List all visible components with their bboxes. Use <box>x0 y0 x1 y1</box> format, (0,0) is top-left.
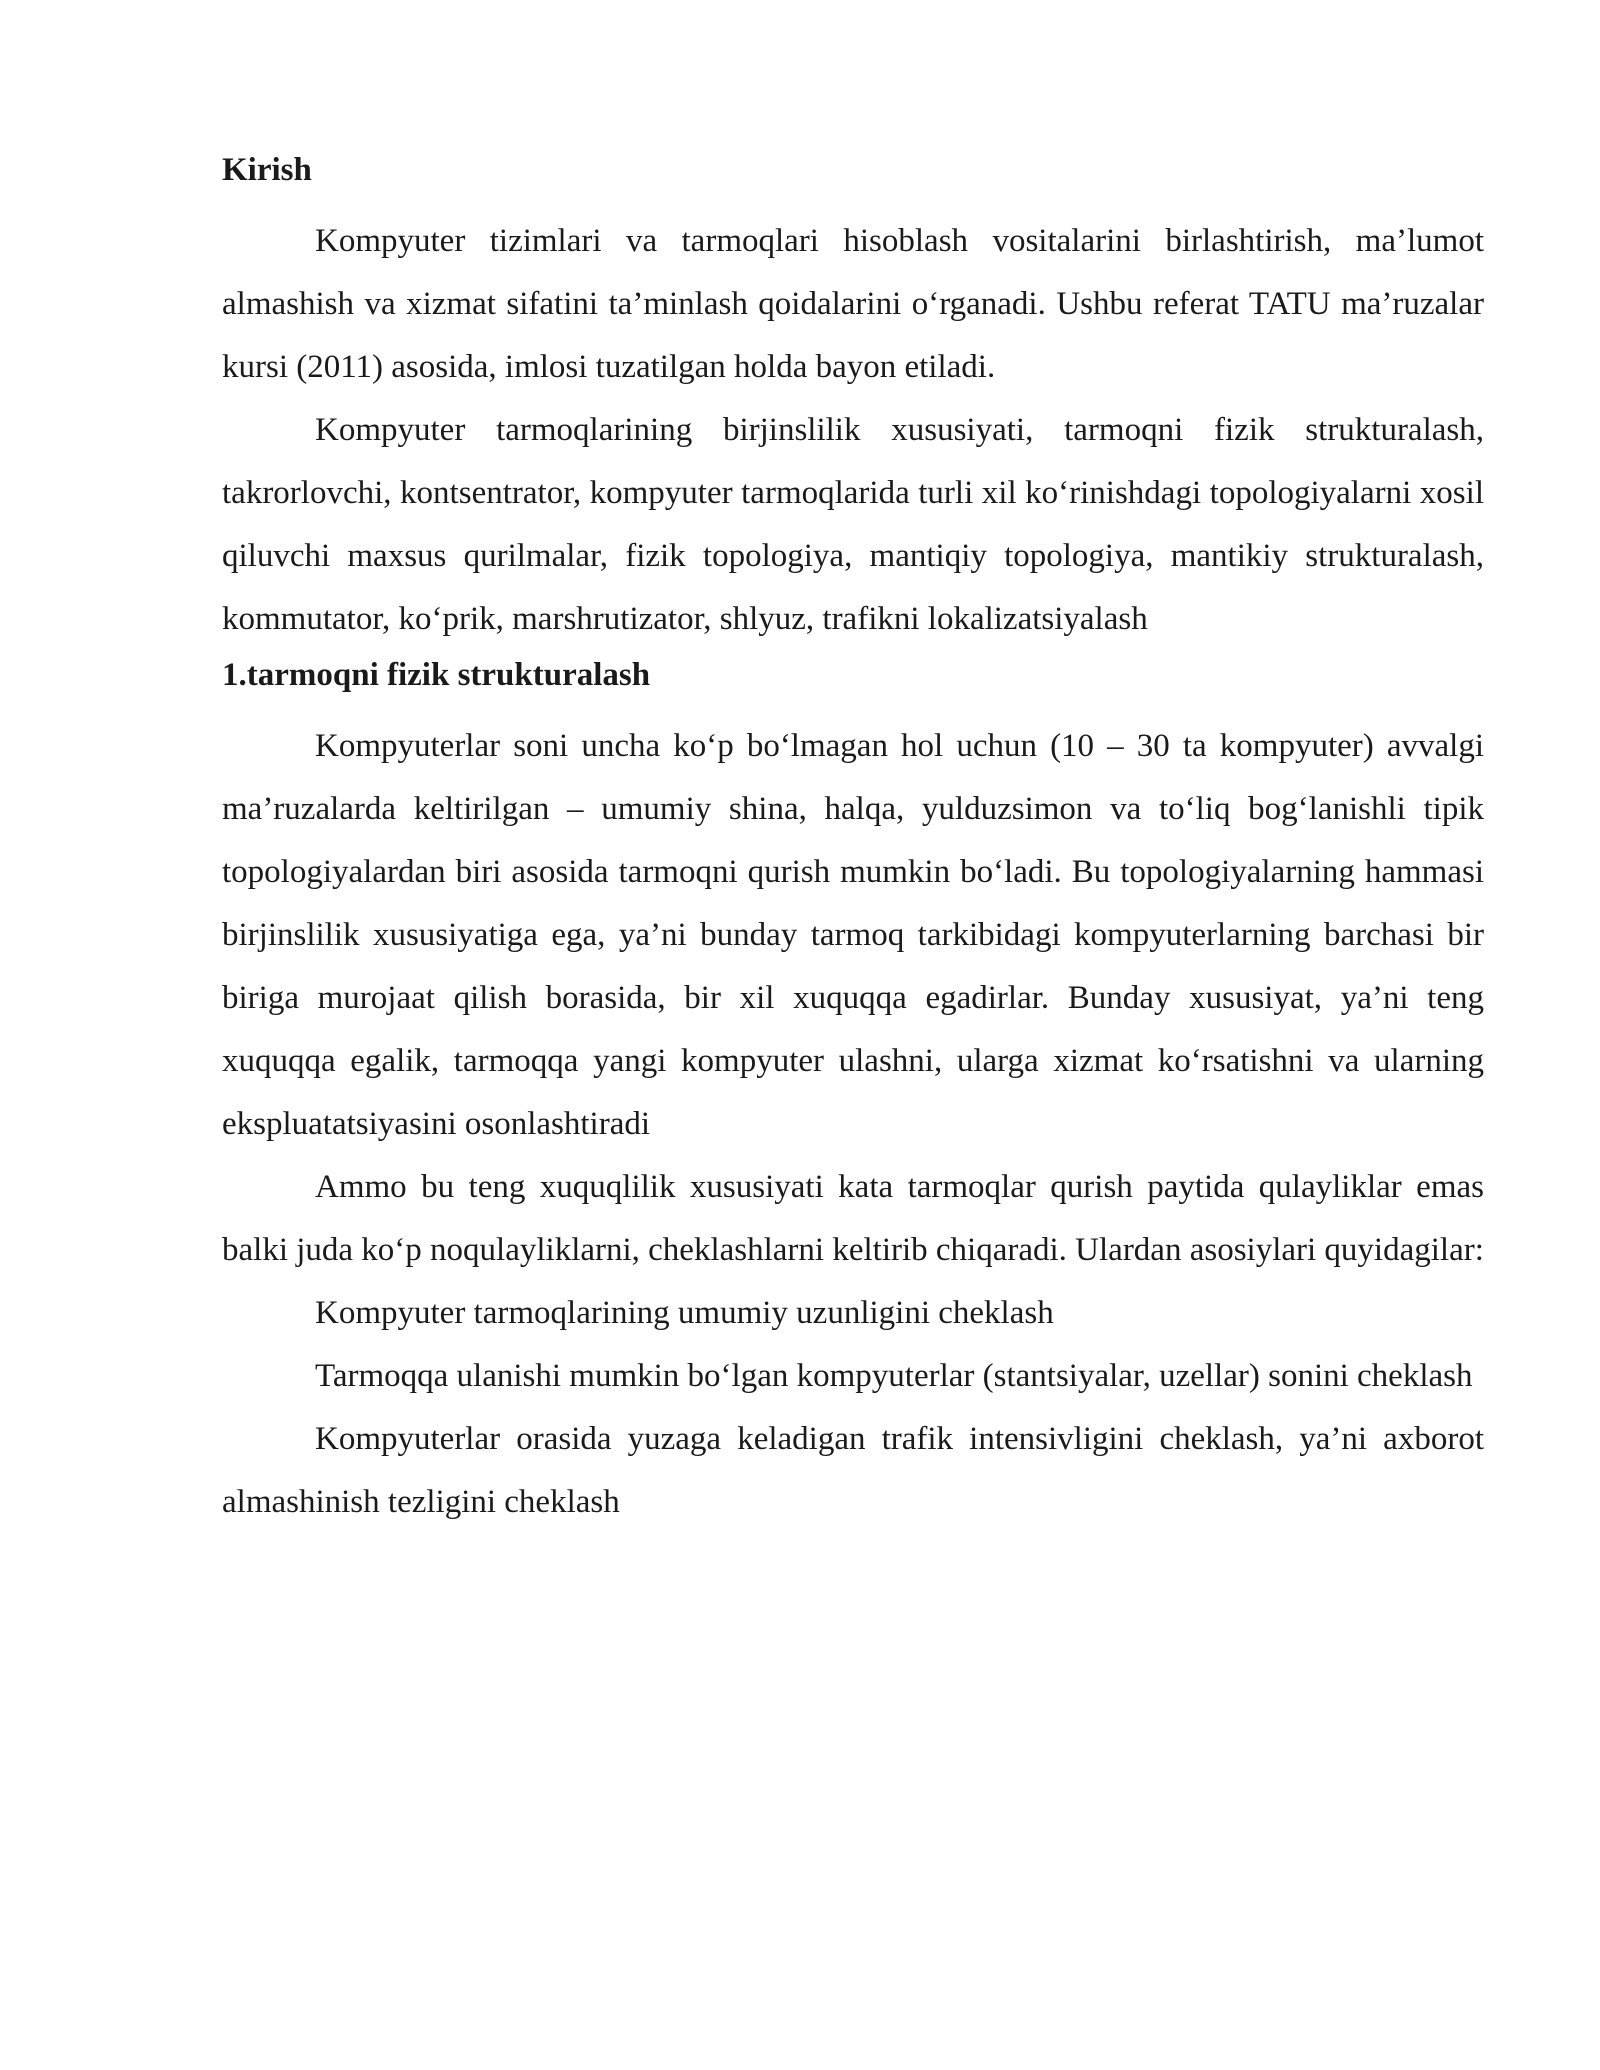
section-paragraph-2: Ammo bu teng xuquqlilik xususiyati kata tarmoqlar qurish paytida qulayliklar emas balki juda koʻp noqulayliklarni, cheklashlarni keltirib chiqaradi. Ulardan asosiylari quyidagilar: <box>222 1169 1484 1268</box>
intro-paragraph-2: Kompyuter tarmoqlarining birjinslilik xususiyati, tarmoqni fizik strukturalash, takrorlovchi, kontsentrator, kompyuter tarmoqlarida turli xil koʻrinishdagi topologiyalarni xosil qiluvchi maxsus qurilmalar, fizik topologiya, mantiqiy topologiya, mantikiy strukturalash, kommutator, koʻprik, marshrutizator, shlyuz, trafikni lokalizatsiyalash <box>222 412 1484 637</box>
document-body <box>222 146 1484 1534</box>
section-heading: 1.tarmoqni fizik strukturalash <box>222 657 651 693</box>
section-paragraph-3: Kompyuter tarmoqlarining umumiy uzunligini cheklash <box>315 1295 1054 1331</box>
page-title: Kirish <box>222 152 312 188</box>
section-paragraph-5: Kompyuterlar orasida yuzaga keladigan trafik intensivligini cheklash, ya’ni axborot almashinish tezligini cheklash <box>222 1421 1484 1520</box>
section-paragraph-4: Tarmoqqa ulanishi mumkin boʻlgan kompyuterlar (stantsiyalar, uzellar) sonini cheklash <box>315 1358 1473 1394</box>
section-paragraph-1: Kompyuterlar soni uncha koʻp boʻlmagan hol uchun (10 – 30 ta kompyuter) avvalgi ma’ruzalarda keltirilgan – umumiy shina, halqa, yulduzsimon va toʻliq bogʻlanishli tipik topologiyalardan biri asosida tarmoqni qurish mumkin boʻladi. Bu topologiyalarning hammasi birjinslilik xususiyatiga ega, ya’ni bunday tarmoq tarkibidagi kompyuterlarning barchasi bir biriga murojaat qilish borasida, bir xil xuquqqa egadirlar. Bunday xususiyat, ya’ni teng xuquqqa egalik, tarmoqqa yangi kompyuter ulashni, ularga xizmat koʻrsatishni va ularning ekspluatatsiyasini osonlashtiradi <box>222 728 1484 1142</box>
intro-paragraph-1: Kompyuter tizimlari va tarmoqlari hisoblash vositalarini birlashtirish, ma’lumot almashish va xizmat sifatini ta’minlash qoidalarini oʻrganadi. Ushbu referat TATU ma’ruzalar kursi (2011) asosida, imlosi tuzatilgan holda bayon etiladi. <box>222 223 1484 385</box>
